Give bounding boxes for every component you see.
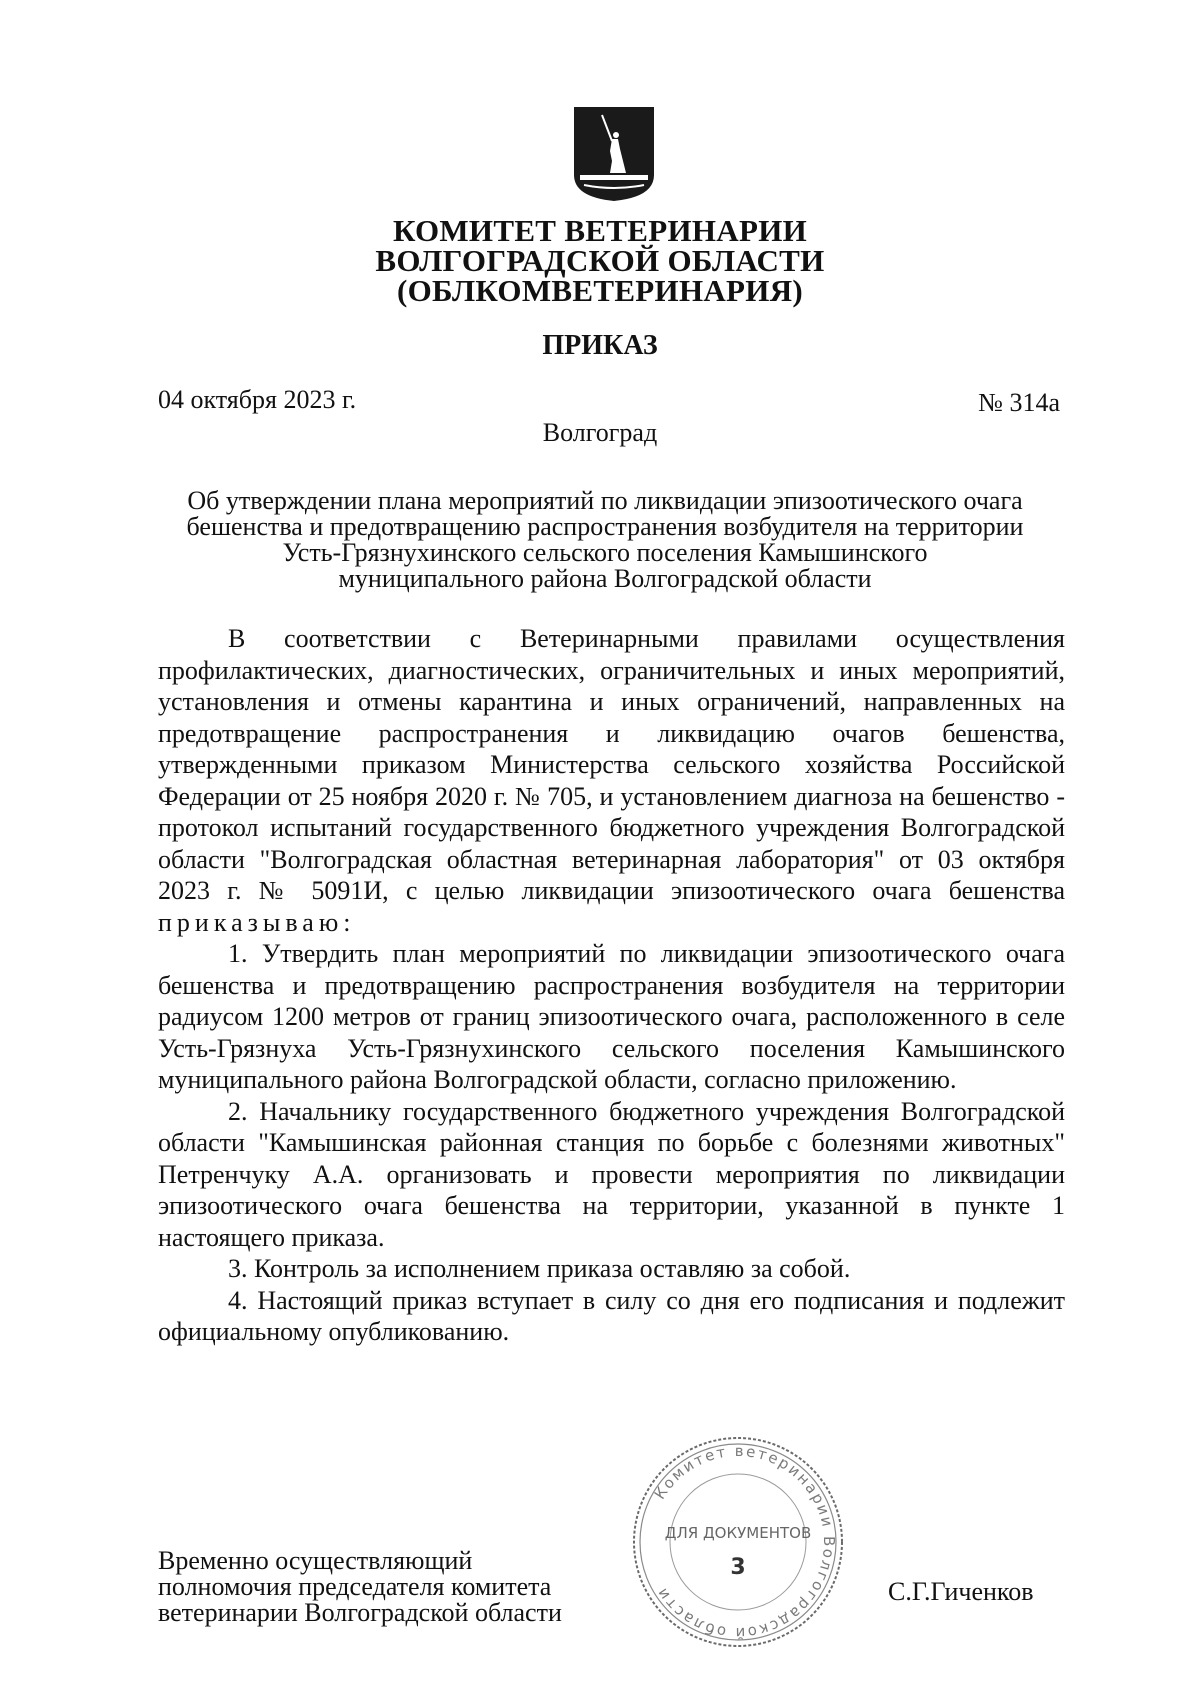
order-word: приказываю: — [158, 907, 356, 937]
order-item-4: 4. Настоящий приказ вступает в силу со дня его подписания и подлежит официальному опубликованию. — [158, 1285, 1065, 1346]
position-line: ветеринарии Волгоградской области — [158, 1598, 562, 1627]
seal-center-text: ДЛЯ ДОКУМЕНТОВ — [664, 1524, 812, 1542]
organization-name — [0, 213, 1200, 308]
position-line: Временно осуществляющий — [158, 1546, 473, 1575]
seal-number: 3 — [730, 1555, 746, 1580]
subject-line: бешенства и предотвращению распространения возбудителя на территории — [186, 512, 1024, 541]
org-line: КОМИТЕТ ВЕТЕРИНАРИИ — [392, 213, 808, 248]
order-item-1: 1. Утвердить план мероприятий по ликвидации эпизоотического очага бешенства и предотвращению распространения возбудителя на территории радиусом 1200 метров от границ эпизоотического очага, расположенного в селе Усть-Грязнуха Усть-Грязнухинского сельского поселения Камышинского муниципального района Волгоградской области, согласно приложению. — [158, 939, 1065, 1094]
subject-line: Об утверждении плана мероприятий по ликвидации эпизоотического очага — [187, 486, 1023, 515]
position-line: полномочия председателя комитета — [158, 1572, 552, 1601]
order-item-3: 3. Контроль за исполнением приказа оставляю за собой. — [228, 1254, 851, 1283]
org-line: ВОЛГОГРАДСКОЙ ОБЛАСТИ — [375, 243, 825, 278]
subject-line: муниципального района Волгоградской области — [338, 564, 872, 593]
signatory-name: С.Г.Гиченков — [888, 1577, 1034, 1606]
volgograd-coat-of-arms-emblem — [572, 105, 656, 203]
document-city: Волгоград — [542, 418, 658, 447]
official-seal-stamp — [628, 1432, 848, 1652]
document-date: 04 октября 2023 г. — [158, 385, 357, 414]
order-item-2: 2. Начальнику государственного бюджетного учреждения Волгоградской области "Камышинская районная станция по борьбе с болезнями животных" Петренчуку А.А. организовать и провести мероприятия по ликвидации эпизоотического очага бешенства на территории, указанной в пункте 1 настоящего приказа. — [158, 1096, 1065, 1252]
subject-line: Усть-Грязнухинского сельского поселения Камышинского — [282, 538, 928, 567]
document-subject — [150, 488, 1060, 592]
org-line: (ОБЛКОМВЕТЕРИНАРИЯ) — [396, 273, 804, 308]
seal-ring-text: Комитет ветеринарии Волгоградской области — [650, 1441, 839, 1643]
preamble-text: В соответствии с Ветеринарными правилами осуществления профилактических, диагностических, ограничительных и иных мероприятий, установления и отмены карантина и иных ограничений, направленных на предотвращение распространения и ликвидацию очагов бешенства, утвержденными приказом Министерства сельского хозяйства Российской Федерации от 25 ноября 2020 г. № 705, и установлением диагноза на бешенство - протокол испытаний государственного бюджетного учреждения Волгоградской области "Волгоградская областная ветеринарная лаборатория" от 03 октября 2023 г. № 5091И, с целью ликвидации эпизоотического очага бешенства — [158, 624, 1065, 905]
signatory-position — [158, 1548, 562, 1626]
preamble-paragraph — [158, 623, 1065, 938]
document-number: № 314а — [978, 388, 1060, 417]
document-body — [158, 623, 1065, 1348]
document-type: ПРИКАЗ — [542, 330, 658, 361]
